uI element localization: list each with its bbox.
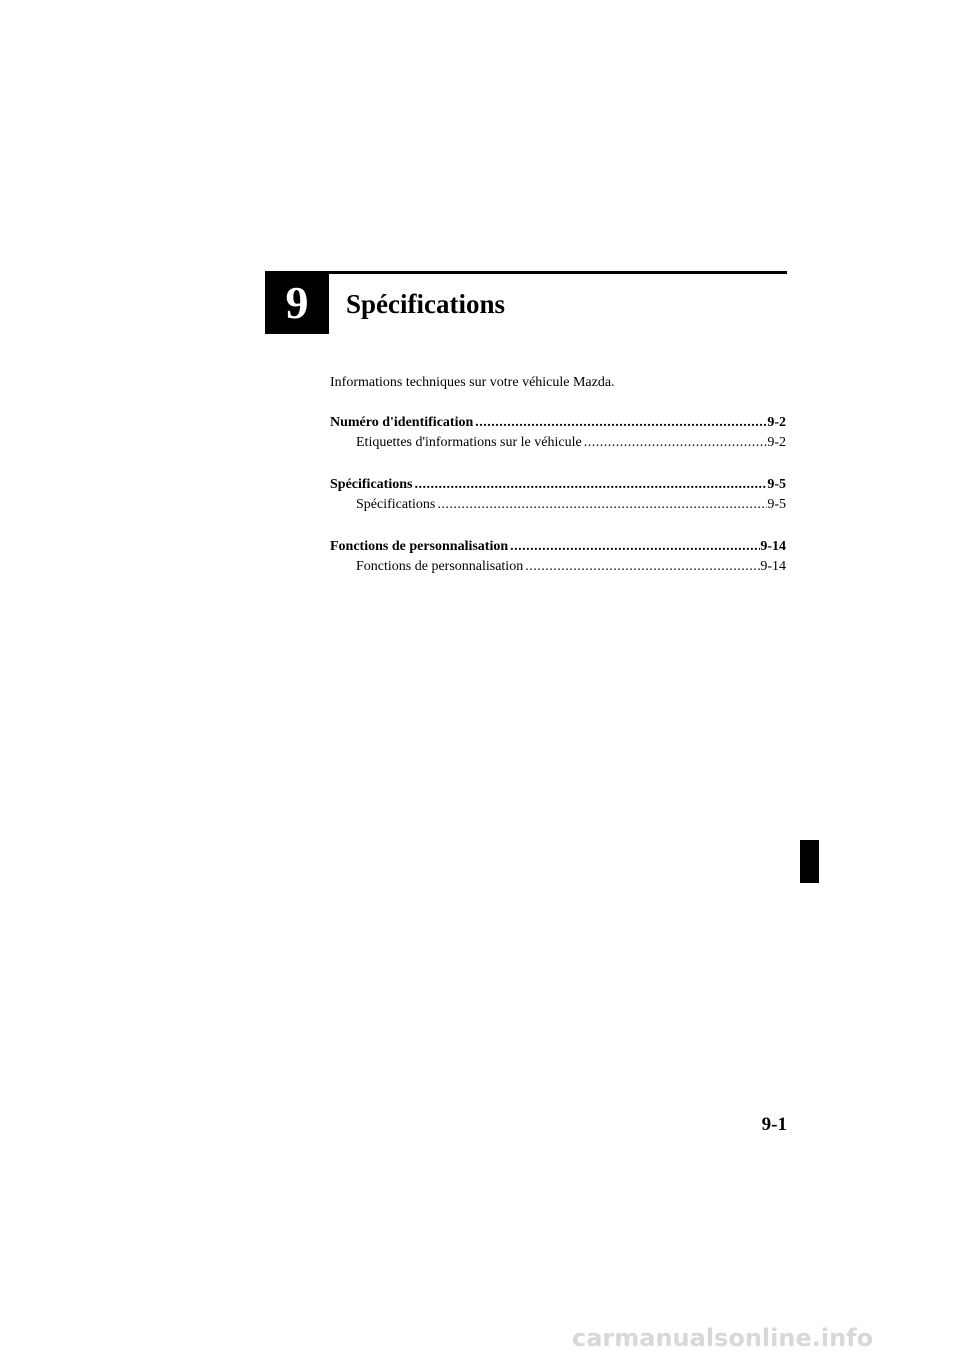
toc-entry-personalization[interactable] <box>330 537 786 557</box>
toc-subentry-title: Spécifications <box>356 497 436 512</box>
toc-entry-title: Fonctions de personnalisation <box>330 539 509 554</box>
page-number: 9-1 <box>761 1114 787 1135</box>
chapter-number: 9 <box>285 277 309 328</box>
toc-entry-title: Numéro d'identification <box>330 415 474 430</box>
toc-subentry-personalization[interactable] <box>330 557 786 577</box>
toc-section-identification <box>330 413 786 453</box>
toc-leader-dots <box>523 557 760 577</box>
toc-entry-page: 9-5 <box>767 477 786 492</box>
toc-subentry-title: Fonctions de personnalisation <box>356 559 524 574</box>
toc-subentry-page: 9-14 <box>760 559 786 574</box>
chapter-title: Spécifications <box>346 289 505 319</box>
toc-entry-identification[interactable] <box>330 413 786 433</box>
toc-entry-page: 9-14 <box>760 539 786 554</box>
chapter-thumb-tab <box>800 840 819 883</box>
toc-entry-page: 9-2 <box>767 415 786 430</box>
watermark: carmanualsonline.info <box>572 1324 874 1352</box>
toc-subentry-page: 9-5 <box>767 497 786 512</box>
chapter-number-box <box>265 271 329 334</box>
toc-section-personalization <box>330 537 786 577</box>
toc-entry-specifications[interactable] <box>330 475 786 495</box>
toc-entry-title: Spécifications <box>330 477 413 492</box>
toc-leader-dots <box>435 495 767 515</box>
toc-leader-dots <box>508 537 760 557</box>
toc-section-specifications <box>330 475 786 515</box>
toc-subentry-specifications[interactable] <box>330 495 786 515</box>
toc-subentry-page: 9-2 <box>767 435 786 450</box>
toc-leader-dots <box>582 433 768 453</box>
chapter-intro: Informations techniques sur votre véhicule Mazda. <box>330 375 615 390</box>
chapter-header-rule <box>265 271 787 274</box>
toc-subentry-title: Etiquettes d'informations sur le véhicule <box>356 435 582 450</box>
toc-leader-dots <box>412 475 767 495</box>
toc-leader-dots <box>473 413 767 433</box>
table-of-contents <box>330 413 786 599</box>
toc-subentry-vehicle-labels[interactable] <box>330 433 786 453</box>
